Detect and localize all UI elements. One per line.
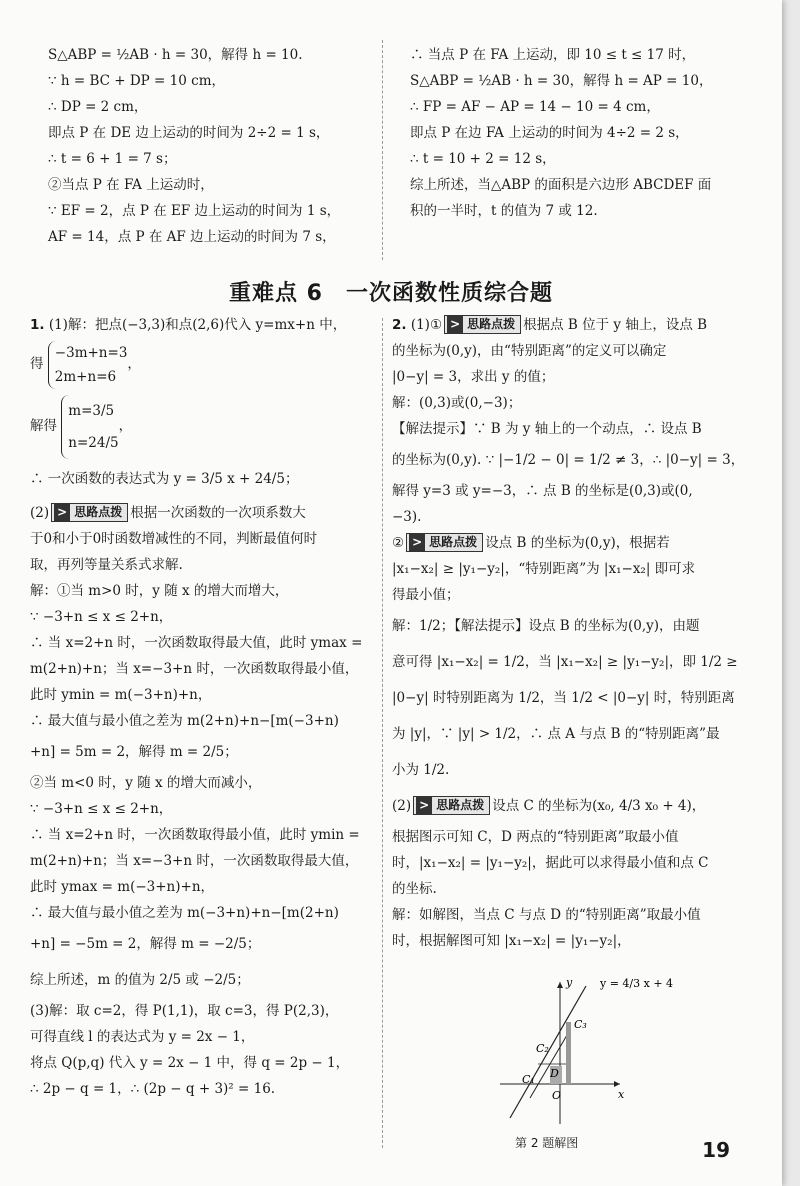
badge-label: 思路点拨	[429, 535, 478, 549]
text-line: 得最小值；	[392, 587, 460, 603]
text-line: m(2+n)+n；当 x=−3+n 时，一次函数取得最大值，	[30, 853, 359, 869]
arrow-icon: >	[409, 534, 425, 551]
hint-badge	[444, 315, 521, 334]
text-line: ∴ 当 x=2+n 时，一次函数取得最小值，此时 ymin =	[30, 827, 360, 843]
text-line: 解：1/2；【解法提示】设点 B 的坐标为(0,y)，由题	[392, 618, 700, 634]
text-line: ∴ 当 x=2+n 时，一次函数取得最大值，此时 ymax =	[30, 635, 363, 651]
page-number: 19	[702, 1138, 730, 1162]
text-line: ∵ EF = 2，点 P 在 EF 边上运动的时间为 1 s，	[48, 203, 341, 219]
section-heading: 重难点 6 一次函数性质综合题	[229, 281, 553, 306]
text-line: S△ABP = ½AB · h = 30，解得 h = 10.	[48, 47, 303, 63]
text-line: 根据图示可知 C，D 两点的“特别距离”取最小值	[392, 829, 679, 845]
text-line: S△ABP = ½AB · h = 30，解得 h = AP = 10，	[410, 73, 713, 89]
figure-caption: 第 2 题解图	[515, 1136, 579, 1150]
point-label: C₃	[574, 1018, 587, 1031]
top-left-column	[48, 42, 378, 250]
text-line: 此时 ymin = m(−3+n)+n，	[30, 687, 212, 703]
text-line: 此时 ymax = m(−3+n)+n，	[30, 879, 215, 895]
question-2	[392, 312, 767, 954]
text-line: ∵ −3+n ≤ x ≤ 2+n，	[30, 609, 173, 625]
text-line: ∵ −3+n ≤ x ≤ 2+n，	[30, 801, 173, 817]
text-line: 的坐标.	[392, 881, 437, 897]
solution-figure	[500, 976, 674, 1128]
arrow-icon: >	[447, 316, 463, 333]
column-divider	[382, 40, 383, 260]
text-line: ∴ 当点 P 在 FA 上运动，即 10 ≤ t ≤ 17 时，	[410, 47, 696, 63]
text-line: 设点 C 的坐标为(x₀, 4/3 x₀ + 4)，	[492, 798, 706, 814]
y-axis-label: y	[566, 976, 573, 989]
text-line: 【解法提示】∵ B 为 y 轴上的一个动点，∴ 设点 B	[392, 421, 702, 437]
badge-label: 思路点拨	[436, 798, 485, 812]
text-line: 时，根据解图可知 |x₁−x₂| = |y₁−y₂|，	[392, 933, 631, 949]
top-right-column	[410, 42, 750, 224]
text-line: ②当点 P 在 FA 上运动时，	[48, 177, 214, 193]
x-axis-arrow	[614, 1081, 620, 1087]
badge-label: 思路点拨	[467, 317, 516, 331]
text-line: 于0和小于0时函数增减性的不同，判断最值何时	[30, 531, 318, 547]
text-line: 设点 B 的坐标为(0,y)，根据若	[485, 535, 670, 551]
text-line: 的坐标为(0,y). ∵ |−1/2 − 0| = 1/2 ≠ 3，∴ |0−y| = 3，	[392, 452, 745, 468]
x-axis-label: x	[618, 1088, 625, 1101]
text-line: 解：如解图，当点 C 与点 D 的“特别距离”取最小值	[392, 907, 701, 923]
text-line: ②当 m<0 时，y 随 x 的增大而减小，	[30, 775, 262, 791]
text-line: ∴ 一次函数的表达式为 y = 3/5 x + 24/5；	[30, 471, 299, 487]
text-line: +n] = 5m = 2，解得 m = 2/5；	[30, 744, 238, 760]
text-line: ∴ t = 6 + 1 = 7 s；	[48, 151, 177, 167]
shaded-region	[566, 1022, 571, 1084]
text-line: m(2+n)+n；当 x=−3+n 时，一次函数取得最小值，	[30, 661, 359, 677]
text-line: 的坐标为(0,y)，由“特别距离”的定义可以确定	[392, 343, 667, 359]
equation: n=24/5	[68, 434, 119, 451]
part-label: (1)①	[410, 317, 443, 333]
solution-system	[61, 395, 118, 459]
equation-system	[48, 341, 128, 389]
text-line: (1)解：把点(−3,3)和点(2,6)代入 y=mx+n 中，	[48, 317, 347, 333]
text-line: ∴ FP = AF − AP = 14 − 10 = 4 cm，	[410, 99, 660, 115]
text-line: ∴ 最大值与最小值之差为 m(−3+n)+n−[m(2+n)	[30, 905, 339, 921]
text-line: 意可得 |x₁−x₂| = 1/2，当 |x₁−x₂| ≥ |y₁−y₂|，即 1/2 ≥	[392, 654, 738, 670]
text-line: 可得直线 l 的表达式为 y = 2x − 1，	[30, 1029, 255, 1045]
text-line: 将点 Q(p,q) 代入 y = 2x − 1 中，得 q = 2p − 1，	[30, 1055, 350, 1071]
origin-label: O	[552, 1089, 562, 1102]
text-line: 解：①当 m>0 时，y 随 x 的增大而增大，	[30, 583, 289, 599]
part-label: (2)	[30, 505, 50, 521]
text-line: 积的一半时，t 的值为 7 或 12.	[410, 203, 598, 219]
point-label: C₁	[522, 1073, 535, 1086]
text-line: |0−y| 时特别距离为 1/2，当 1/2 < |0−y| 时，特别距离	[392, 690, 735, 706]
text-line: 即点 P 在 DE 边上运动的时间为 2÷2 = 1 s，	[48, 125, 330, 141]
text-line: 解得	[30, 418, 57, 434]
hint-badge	[51, 503, 128, 522]
text-line: ∵ h = BC + DP = 10 cm，	[48, 73, 225, 89]
equation: 2m+n=6	[54, 368, 117, 385]
y-axis-arrow	[557, 982, 563, 988]
badge-label: 思路点拨	[74, 505, 123, 519]
text-line: ∴ 2p − q = 1，∴ (2p − q + 3)² = 16.	[30, 1081, 276, 1097]
equation: m=3/5	[68, 402, 115, 419]
text-line: 综上所述，m 的值为 2/5 或 −2/5；	[30, 972, 250, 988]
question-1: 1. (1)解：把点(−3,3)和点(2,6)代入 y=mx+n 中， 得 −3m+n=3 2m+n=6 ， 解得 m=3/5 n=24/5 ， ∴ 一次函数的表达式为 y = 3/5 x + 24/5； (2) > 思路点拨 根据一次函数的一次项系数大 于0和小于0时函数增减性的不同，判断最值何时 取，再列等量关系式求解. 解：①当 m>0 时，y 随 x 的增大而增大， ∵ −3+n ≤ x ≤ 2+n， ∴ 当 x=2+n 时，一次函数取得最大值，此时 ymax = m(2+n)+n；当 x=−3+n 时，一次函数取得最小值， 此时 ymin = m(−3+n)+n， ∴ 最大值与最小值之差为 m(2+n)+n−[m(−3+n) +n] = 5m = 2，解得 m = 2/5； ②当 m<0 时，y 随 x 的增大而减小， ∵ −3+n ≤ x ≤ 2+n， ∴ 当 x=2+n 时，一次函数取得最小值，此时 ymin = m(2+n)+n；当 x=−3+n 时，一次函数取得最大值， 此时 ymax = m(−3+n)+n， ∴ 最大值与最小值之差为 m(−3+n)+n−[m(2+n) +n] = −5m = 2，解得 m = −2/5； 综上所述，m 的值为 2/5 或 −2/5； (3)解：取 c=2，得 P(1,1)，取 c=3，得 P(2,3)， 可得直线 l 的表达式为 y = 2x − 1， 将点 Q(p,q) 代入 y = 2x − 1 中，得 q = 2p − 1， ∴ 2p − q = 1，∴ (2p − q + 3)² = 16.	[30, 312, 370, 1102]
text-line: 时，|x₁−x₂| = |y₁−y₂|，据此可以求得最小值和点 C	[392, 855, 709, 871]
text-line: −3).	[392, 509, 422, 525]
text-line: ∴ 最大值与最小值之差为 m(2+n)+n−[m(−3+n)	[30, 713, 339, 729]
text-line: |0−y| = 3，求出 y 的值；	[392, 369, 555, 385]
arrow-icon: >	[54, 504, 70, 521]
line-label: y = 4/3 x + 4	[600, 977, 674, 990]
text-line: |x₁−x₂| ≥ |y₁−y₂|，“特别距离”为 |x₁−x₂| 即可求	[392, 561, 696, 577]
text-line: 得	[30, 356, 44, 372]
text-line: ∴ DP = 2 cm，	[48, 99, 148, 115]
point-label: C₂	[536, 1042, 549, 1055]
question-number: 2.	[392, 317, 407, 333]
column-divider	[382, 318, 383, 1148]
equation: −3m+n=3	[54, 344, 128, 361]
text-line: +n] = −5m = 2，解得 m = −2/5；	[30, 936, 261, 952]
text-line: 解得 y=3 或 y=−3，∴ 点 B 的坐标是(0,3)或(0,	[392, 483, 693, 499]
text-line: 即点 P 在边 FA 上运动的时间为 4÷2 = 2 s，	[410, 125, 689, 141]
text-line: 小为 1/2.	[392, 762, 450, 778]
text-line: 综上所述，当△ABP 的面积是六边形 ABCDEF 面	[410, 177, 712, 193]
text-line: 解：(0,3)或(0,−3)；	[392, 395, 522, 411]
arrow-icon: >	[416, 797, 432, 814]
hint-badge	[406, 533, 483, 552]
hint-badge	[413, 796, 490, 815]
text-line: (3)解：取 c=2，得 P(1,1)，取 c=3，得 P(2,3)，	[30, 1003, 339, 1019]
text-line: ∴ t = 10 + 2 = 12 s，	[410, 151, 556, 167]
point-label: D	[550, 1067, 559, 1080]
text-line: 为 |y|，∵ |y| > 1/2，∴ 点 A 与点 B 的“特别距离”最	[392, 726, 720, 742]
part-label: ②	[392, 535, 405, 551]
text-line: 根据一次函数的一次项系数大	[130, 505, 306, 521]
text-line: 取，再列等量关系式求解.	[30, 557, 183, 573]
part-label: (2)	[392, 798, 412, 814]
text-line: 根据点 B 位于 y 轴上，设点 B	[523, 317, 708, 333]
question-number: 1.	[30, 317, 45, 333]
text-line: AF = 14，点 P 在 AF 边上运动的时间为 7 s，	[48, 229, 336, 245]
